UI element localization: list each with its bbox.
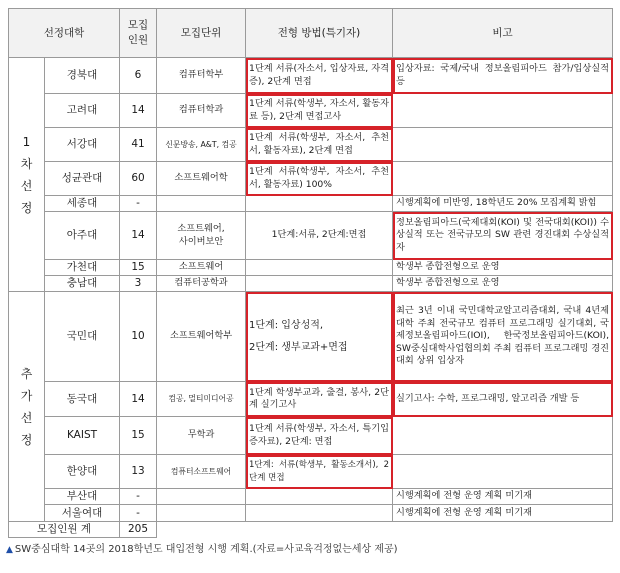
table-row: [9, 417, 613, 455]
total-empty-cell: [157, 522, 246, 538]
method-cell: 1단계:서류, 2단계:면접: [246, 212, 393, 260]
method-cell-highlighted: 1단계: 서류(학생부, 활동소개서), 2단계 면접: [246, 455, 393, 489]
note-cell-highlighted: 입상자료: 국제/국내 정보올림피아드 참가/입상실적 등: [393, 58, 613, 94]
table-row: [9, 505, 613, 522]
method-cell-highlighted: 1단계 서류(학생부, 자소서, 특기입증자료), 2단계: 면접: [246, 417, 393, 455]
quota-value: 14: [120, 382, 157, 417]
total-empty-cell: [393, 522, 613, 538]
admission-plan-table: [8, 8, 613, 538]
quota-value: -: [120, 505, 157, 522]
header-unit: 모집단위: [157, 9, 246, 58]
total-row: [9, 522, 613, 538]
table-row: [9, 260, 613, 276]
method-cell-highlighted: 1단계: 입상성적, 2단계: 생부교과+면접: [246, 292, 393, 382]
method-cell-highlighted: 1단계 학생부교과, 출결, 봉사, 2단계 실기고사: [246, 382, 393, 417]
table-row: [9, 162, 613, 196]
quota-value: 15: [120, 417, 157, 455]
header-note: 비고: [393, 9, 613, 58]
recruit-unit: 소프트웨어: [157, 260, 246, 276]
table-row: [9, 196, 613, 212]
recruit-unit: 컴퓨터학과: [157, 94, 246, 128]
method-cell: [246, 260, 393, 276]
quota-value: 3: [120, 276, 157, 292]
caption-marker-icon: ▲: [6, 545, 13, 555]
recruit-unit: 소프트웨어, 사이버보안: [157, 212, 246, 260]
method-cell: [246, 505, 393, 522]
stage-extra-label: 추 가 선 정: [9, 292, 45, 522]
note-cell: [393, 162, 613, 196]
quota-value: 14: [120, 94, 157, 128]
total-label: 모집인원 계: [9, 522, 120, 538]
recruit-unit: [157, 196, 246, 212]
header-row: [9, 9, 613, 58]
note-cell-highlighted: 최근 3년 이내 국민대학교알고리즘대회, 국내 4년제 대학 주최 전국규모 컴퓨터 프로그래밍 실기대회, 국제정보올림피아드(IOI), 한국정보올림피아드(KOI), SW중심대학사업협의회 주최 컴퓨터 프로그래밍 경진대회 상위 입상자: [393, 292, 613, 382]
quota-value: 14: [120, 212, 157, 260]
method-cell-highlighted: 1단계 서류(자소서, 입상자료, 자격증), 2단계 면접: [246, 58, 393, 94]
university-name: KAIST: [45, 417, 120, 455]
stage-first-label: 1 차 선 정: [9, 58, 45, 292]
university-name: 국민대: [45, 292, 120, 382]
note-cell: [393, 455, 613, 489]
note-cell: [393, 417, 613, 455]
method-cell: [246, 276, 393, 292]
header-method: 전형 방법(특기자): [246, 9, 393, 58]
university-name: 세종대: [45, 196, 120, 212]
recruit-unit: 컴퓨터공학과: [157, 276, 246, 292]
quota-value: -: [120, 196, 157, 212]
table-row: [9, 212, 613, 260]
table-row: [9, 292, 613, 382]
recruit-unit: [157, 505, 246, 522]
caption-text: SW중심대학 14곳의 2018학년도 대입전형 시행 계획.(자료=사교육걱정없는세상 제공): [14, 544, 398, 555]
note-cell: 시행계획에 전형 운영 계획 미기재: [393, 505, 613, 522]
note-cell: [393, 94, 613, 128]
method-cell-highlighted: 1단계 서류(학생부, 자소서, 활동자료 등), 2단계 면접고사: [246, 94, 393, 128]
note-cell-highlighted: 실기고사: 수학, 프로그래밍, 알고리즘 개발 등: [393, 382, 613, 417]
method-cell-highlighted: 1단계 서류(학생부, 자소서, 추천서, 활동자료), 2단계 면접: [246, 128, 393, 162]
recruit-unit: 컴퓨터학부: [157, 58, 246, 94]
note-cell: 시행계획에 미반영, 18학년도 20% 모집계획 밝힘: [393, 196, 613, 212]
university-name: 서울여대: [45, 505, 120, 522]
recruit-unit: 무학과: [157, 417, 246, 455]
university-name: 고려대: [45, 94, 120, 128]
method-cell-highlighted: 1단계 서류(학생부, 자소서, 추천서, 활동자료) 100%: [246, 162, 393, 196]
note-cell: 학생부 종합전형으로 운영: [393, 260, 613, 276]
header-quota: 모집 인원: [120, 9, 157, 58]
table-row: [9, 455, 613, 489]
recruit-unit: 소프트웨어학부: [157, 292, 246, 382]
total-empty-cell: [246, 522, 393, 538]
note-cell: 시행계획에 전형 운영 계획 미기재: [393, 489, 613, 505]
quota-value: 60: [120, 162, 157, 196]
method-cell: [246, 489, 393, 505]
university-name: 한양대: [45, 455, 120, 489]
quota-value: 41: [120, 128, 157, 162]
university-name: 서강대: [45, 128, 120, 162]
recruit-unit: 컴퓨터소프트웨어: [157, 455, 246, 489]
header-university: 선정대학: [9, 9, 120, 58]
university-name: 충남대: [45, 276, 120, 292]
university-name: 경북대: [45, 58, 120, 94]
quota-value: 15: [120, 260, 157, 276]
table-row: [9, 489, 613, 505]
university-name: 부산대: [45, 489, 120, 505]
note-cell-highlighted: 정보올림피아드(국제대회(KOI) 및 전국대회(KOI)) 수상실적 또는 전국규모의 SW 관련 경진대회 수상실적자: [393, 212, 613, 260]
table-row: [9, 94, 613, 128]
total-value: 205: [120, 522, 157, 538]
recruit-unit: [157, 489, 246, 505]
figure-caption: [6, 540, 398, 555]
admission-table-wrapper: [8, 8, 612, 538]
table-row: [9, 128, 613, 162]
recruit-unit: 신문방송, A&T, 컴공: [157, 128, 246, 162]
quota-value: 6: [120, 58, 157, 94]
university-name: 아주대: [45, 212, 120, 260]
university-name: 가천대: [45, 260, 120, 276]
note-cell: 학생부 종합전형으로 운영: [393, 276, 613, 292]
university-name: 성균관대: [45, 162, 120, 196]
quota-value: -: [120, 489, 157, 505]
table-row: [9, 58, 613, 94]
quota-value: 10: [120, 292, 157, 382]
recruit-unit: 소프트웨어학: [157, 162, 246, 196]
note-cell: [393, 128, 613, 162]
table-row: [9, 276, 613, 292]
university-name: 동국대: [45, 382, 120, 417]
table-row: [9, 382, 613, 417]
recruit-unit: 컴공, 멀티미디어공: [157, 382, 246, 417]
method-cell: [246, 196, 393, 212]
quota-value: 13: [120, 455, 157, 489]
